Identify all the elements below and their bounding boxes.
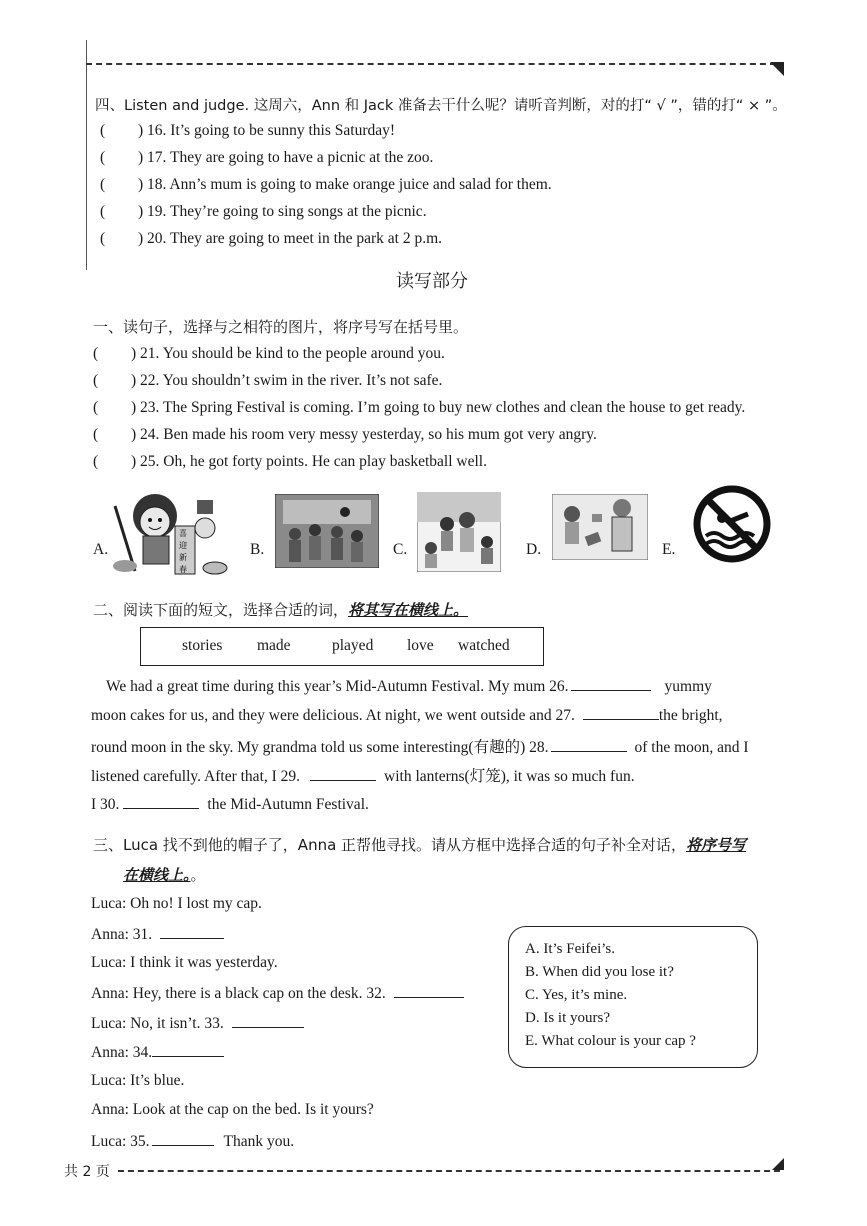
rw3-heading: 三、Luca 找不到他的帽子了，Anna 正帮他寻找。请从方框中选择合适的句子补全对话，将序号写: [93, 836, 747, 854]
passage-line-2: moon cakes for us, and they were delicious. At night, we went outside and 27. the bright,: [91, 707, 723, 724]
blank-28[interactable]: [551, 737, 627, 752]
q22: ( ) 22. You shouldn’t swim in the river. It’s not safe.: [93, 372, 443, 389]
blank-31[interactable]: [160, 924, 224, 939]
rw3-heading-cont: 在横线上。。: [123, 866, 206, 884]
dialogue-line-4: Anna: Hey, there is a black cap on the desk. 32.: [91, 983, 464, 1003]
word-watched: watched: [458, 637, 510, 654]
q18: () 18. Ann’s mum is going to make orange juice and salad for them.: [100, 176, 552, 193]
couplet-char-3: 新: [179, 553, 187, 562]
option-b: B. When did you lose it?: [525, 964, 674, 980]
dialogue-line-7: Luca: It’s blue.: [91, 1072, 185, 1089]
q23: ( ) 23. The Spring Festival is coming. I’m going to buy new clothes and clean the house to get ready.: [93, 399, 746, 416]
rw1-heading: 一、读句子，选择与之相符的图片，将序号写在括号里。: [93, 318, 469, 336]
blank-29[interactable]: [310, 766, 376, 781]
blank-33[interactable]: [232, 1013, 304, 1028]
couplet-char-4: 春: [179, 565, 187, 574]
blank-34[interactable]: [152, 1042, 224, 1057]
q17: () 17. They are going to have a picnic at the zoo.: [100, 149, 434, 166]
couplet-char-1: 喜: [179, 529, 187, 538]
top-dashed-border: [86, 63, 776, 65]
q25: ( ) 25. Oh, he got forty points. He can play basketball well.: [93, 453, 487, 470]
part-title: 读写部分: [396, 271, 468, 292]
q16: () 16. It’s going to be sunny this Saturday!: [100, 122, 396, 139]
passage-line-1: We had a great time during this year’s Mid-Autumn Festival. My mum 26. yummy: [106, 678, 712, 695]
dialogue-line-1: Luca: Oh no! I lost my cap.: [91, 895, 262, 912]
option-e: E. What colour is your cap ?: [525, 1033, 696, 1049]
blank-30[interactable]: [123, 794, 199, 809]
couplet-char-2: 迎: [179, 541, 187, 550]
no-swimming-icon: [692, 484, 772, 564]
dialogue-line-8: Anna: Look at the cap on the bed. Is it yours?: [91, 1101, 374, 1118]
word-love: love: [407, 637, 434, 654]
page-footer: 共 2 页: [64, 1164, 110, 1180]
option-a: A. It’s Feifei’s.: [525, 941, 615, 957]
left-binding-line: [86, 40, 87, 270]
dialogue-line-5: Luca: No, it isn’t. 33.: [91, 1013, 304, 1033]
word-bank-box: [140, 627, 544, 666]
blank-27[interactable]: [583, 705, 659, 720]
options-box: [508, 926, 758, 1068]
pic-label-c: C.: [393, 541, 408, 558]
pic-label-b: B.: [250, 541, 265, 558]
spring-festival-girl-icon: [105, 486, 235, 576]
option-d: D. Is it yours?: [525, 1010, 610, 1026]
angry-mum-messy-room-icon: [552, 494, 648, 560]
word-stories: stories: [182, 637, 223, 654]
blank-26[interactable]: [571, 676, 651, 691]
pic-label-e: E.: [662, 541, 676, 558]
q21: ( ) 21. You should be kind to the people around you.: [93, 345, 445, 362]
blank-35[interactable]: [152, 1131, 214, 1146]
basketball-game-icon: [275, 494, 379, 568]
blank-32[interactable]: [394, 983, 464, 998]
passage-line-5: I 30. the Mid-Autumn Festival.: [91, 796, 369, 813]
bottom-dashed-border: [118, 1170, 780, 1172]
passage-line-3: round moon in the sky. My grandma told us some interesting(有趣的) 28. of the moon, and I: [91, 739, 749, 756]
option-c: C. Yes, it’s mine.: [525, 987, 628, 1003]
bottom-right-corner-mark: [772, 1158, 784, 1170]
q24: ( ) 24. Ben made his room very messy yesterday, so his mum got very angry.: [93, 426, 597, 443]
pic-label-d: D.: [526, 541, 542, 558]
q20: () 20. They are going to meet in the park at 2 p.m.: [100, 230, 443, 247]
rw2-heading: 二、阅读下面的短文，选择合适的词，将其写在横线上。: [93, 601, 469, 619]
dialogue-line-9: Luca: 35. Thank you.: [91, 1133, 295, 1150]
kids-helping-icon: [417, 492, 501, 572]
word-made: made: [257, 637, 291, 654]
dialogue-line-6: Anna: 34.: [91, 1042, 224, 1062]
passage-line-4: listened carefully. After that, I 29. with lanterns(灯笼), it was so much fun.: [91, 768, 635, 785]
section4-heading: 四、Listen and judge. 这周六，Ann 和 Jack 准备去干什么呢？请听音判断，对的打“ √ ”，错的打“ × ”。: [95, 98, 787, 114]
dialogue-line-3: Luca: I think it was yesterday.: [91, 954, 278, 971]
top-right-corner-mark: [770, 62, 784, 76]
word-played: played: [332, 637, 374, 654]
q19: () 19. They’re going to sing songs at the picnic.: [100, 203, 427, 220]
pic-label-a: A.: [93, 541, 109, 558]
dialogue-line-2: Anna: 31.: [91, 924, 224, 944]
